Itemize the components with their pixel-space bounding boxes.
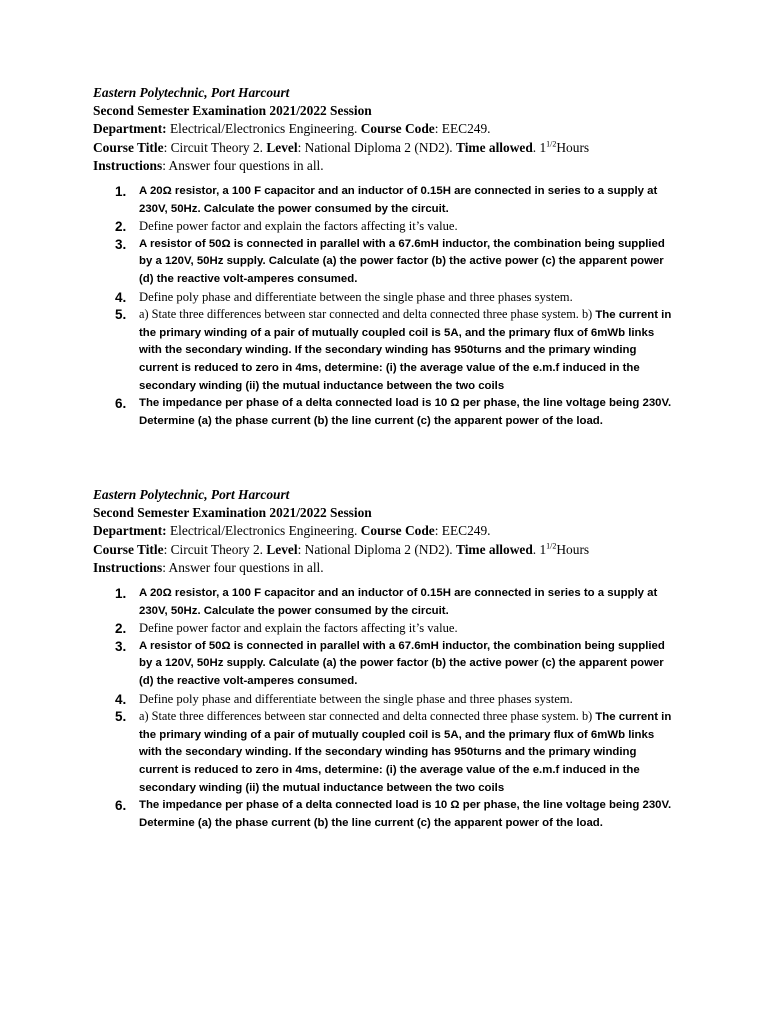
question-item bbox=[93, 620, 673, 638]
course-title-label: Course Title bbox=[93, 541, 164, 557]
department-label: Department: bbox=[93, 523, 167, 539]
question-text: Define poly phase and differentiate between the single phase and three phases system. bbox=[139, 691, 573, 706]
question-number: 5. bbox=[115, 709, 127, 725]
question-number: 5. bbox=[115, 307, 127, 323]
exam-title: Second Semester Examination 2021/2022 Session bbox=[93, 103, 372, 119]
department-label: Department: bbox=[93, 121, 167, 137]
question-item bbox=[93, 289, 673, 307]
level-label: Level bbox=[266, 139, 298, 155]
course-title-value: : Circuit Theory 2. bbox=[163, 541, 267, 557]
instructions-value: : Answer four questions in all. bbox=[162, 559, 324, 575]
question-item bbox=[93, 638, 673, 691]
question-part-a: a) State three differences between star connected and delta connected three phase system. b) bbox=[139, 307, 593, 322]
question-part-a: a) State three differences between star connected and delta connected three phase system. b) bbox=[139, 709, 593, 724]
question-item bbox=[93, 236, 673, 289]
question-text bbox=[139, 708, 673, 797]
department-line bbox=[93, 120, 673, 138]
instructions-label: Instructions bbox=[93, 157, 163, 173]
course-code-label: Course Code bbox=[360, 121, 435, 137]
question-item bbox=[93, 691, 673, 709]
instructions-line bbox=[93, 157, 673, 175]
question-number: 1. bbox=[115, 586, 127, 602]
question-text bbox=[139, 306, 673, 395]
question-text: The impedance per phase of a delta connected load is 10 Ω per phase, the line voltage being 230V. Determine (a) the phase current (b) the line current (c) the apparent power of the load. bbox=[139, 799, 672, 829]
level-label: Level bbox=[266, 541, 298, 557]
instructions-label: Instructions bbox=[93, 559, 163, 575]
time-allowed-label: Time allowed bbox=[456, 139, 533, 155]
question-number: 6. bbox=[115, 396, 127, 412]
question-text: Define power factor and explain the factors affecting it’s value. bbox=[139, 621, 458, 636]
course-title-label: Course Title bbox=[93, 139, 164, 155]
course-code-value: : EEC249. bbox=[434, 523, 491, 539]
time-allowed-label: Time allowed bbox=[456, 541, 533, 557]
question-number: 2. bbox=[115, 621, 127, 637]
course-code-value: : EEC249. bbox=[434, 121, 491, 137]
instructions-value: : Answer four questions in all. bbox=[162, 157, 324, 173]
question-part-b: The current in the primary winding of a pair of mutually coupled coil is 5A, and the primary flux of 6mWb links with the secondary winding. If the secondary winding has 950turns and the primary winding current is reduced to zero in 4ms, determine: (i) the average value of the e.m.f induced in the secondary winding (ii) the mutual inductance between the two coils bbox=[139, 309, 672, 392]
question-text: A resistor of 50Ω is connected in parallel with a 67.6mH inductor, the combination being supplied by a 120V, 50Hz supply. Calculate (a) the power factor (b) the active power (c) the apparent power (d) the reactive volt-amperes consumed. bbox=[139, 639, 665, 687]
time-allowed-value: . $1^{1/2}Hours$ bbox=[532, 541, 590, 557]
question-part-b: The current in the primary winding of a pair of mutually coupled coil is 5A, and the primary flux of 6mWb links with the secondary winding. If the secondary winding has 950turns and the primary winding current is reduced to zero in 4ms, determine: (i) the average value of the e.m.f induced in the secondary winding (ii) the mutual inductance between the two coils bbox=[139, 711, 672, 794]
course-title-line bbox=[93, 139, 673, 157]
question-list bbox=[93, 585, 673, 832]
question-item bbox=[93, 708, 673, 797]
question-text: A 20Ω resistor, a 100 F capacitor and an inductor of 0.15H are connected in series to a supply at 230V, 50Hz. Calculate the power consumed by the circuit. bbox=[139, 185, 658, 215]
level-value: : National Diploma 2 (ND2). bbox=[297, 139, 457, 155]
question-text: A 20Ω resistor, a 100 F capacitor and an inductor of 0.15H are connected in series to a supply at 230V, 50Hz. Calculate the power consumed by the circuit. bbox=[139, 587, 658, 617]
question-list bbox=[93, 183, 673, 430]
department-value: Electrical/Electronics Engineering. bbox=[166, 121, 361, 137]
course-code-label: Course Code bbox=[360, 523, 435, 539]
institution-name: Eastern Polytechnic, Port Harcourt bbox=[93, 85, 290, 100]
department-line bbox=[93, 522, 673, 540]
question-number: 1. bbox=[115, 184, 127, 200]
course-title-value: : Circuit Theory 2. bbox=[163, 139, 267, 155]
question-number: 6. bbox=[115, 798, 127, 814]
question-item bbox=[93, 585, 673, 620]
exam-paper-copy-2 bbox=[93, 486, 673, 832]
time-allowed-value: . $1^{1/2}Hours$ bbox=[532, 139, 590, 155]
question-item bbox=[93, 306, 673, 395]
institution-name: Eastern Polytechnic, Port Harcourt bbox=[93, 487, 290, 502]
question-number: 2. bbox=[115, 219, 127, 235]
question-number: 3. bbox=[115, 236, 127, 252]
exam-paper-copy-1 bbox=[93, 84, 673, 430]
level-value: : National Diploma 2 (ND2). bbox=[297, 541, 457, 557]
question-item bbox=[93, 797, 673, 832]
exam-title: Second Semester Examination 2021/2022 Session bbox=[93, 505, 372, 521]
department-value: Electrical/Electronics Engineering. bbox=[166, 523, 361, 539]
question-text: The impedance per phase of a delta connected load is 10 Ω per phase, the line voltage being 230V. Determine (a) the phase current (b) the line current (c) the apparent power of the load. bbox=[139, 397, 672, 427]
question-item bbox=[93, 183, 673, 218]
question-item bbox=[93, 395, 673, 430]
question-number: 4. bbox=[115, 691, 127, 707]
question-item bbox=[93, 218, 673, 236]
question-number: 3. bbox=[115, 638, 127, 654]
instructions-line bbox=[93, 559, 673, 577]
question-text: Define power factor and explain the factors affecting it’s value. bbox=[139, 219, 458, 234]
question-text: Define poly phase and differentiate between the single phase and three phases system. bbox=[139, 289, 573, 304]
course-title-line bbox=[93, 541, 673, 559]
question-number: 4. bbox=[115, 289, 127, 305]
question-text: A resistor of 50Ω is connected in parallel with a 67.6mH inductor, the combination being supplied by a 120V, 50Hz supply. Calculate (a) the power factor (b) the active power (c) the apparent power (d) the reactive volt-amperes consumed. bbox=[139, 237, 665, 285]
